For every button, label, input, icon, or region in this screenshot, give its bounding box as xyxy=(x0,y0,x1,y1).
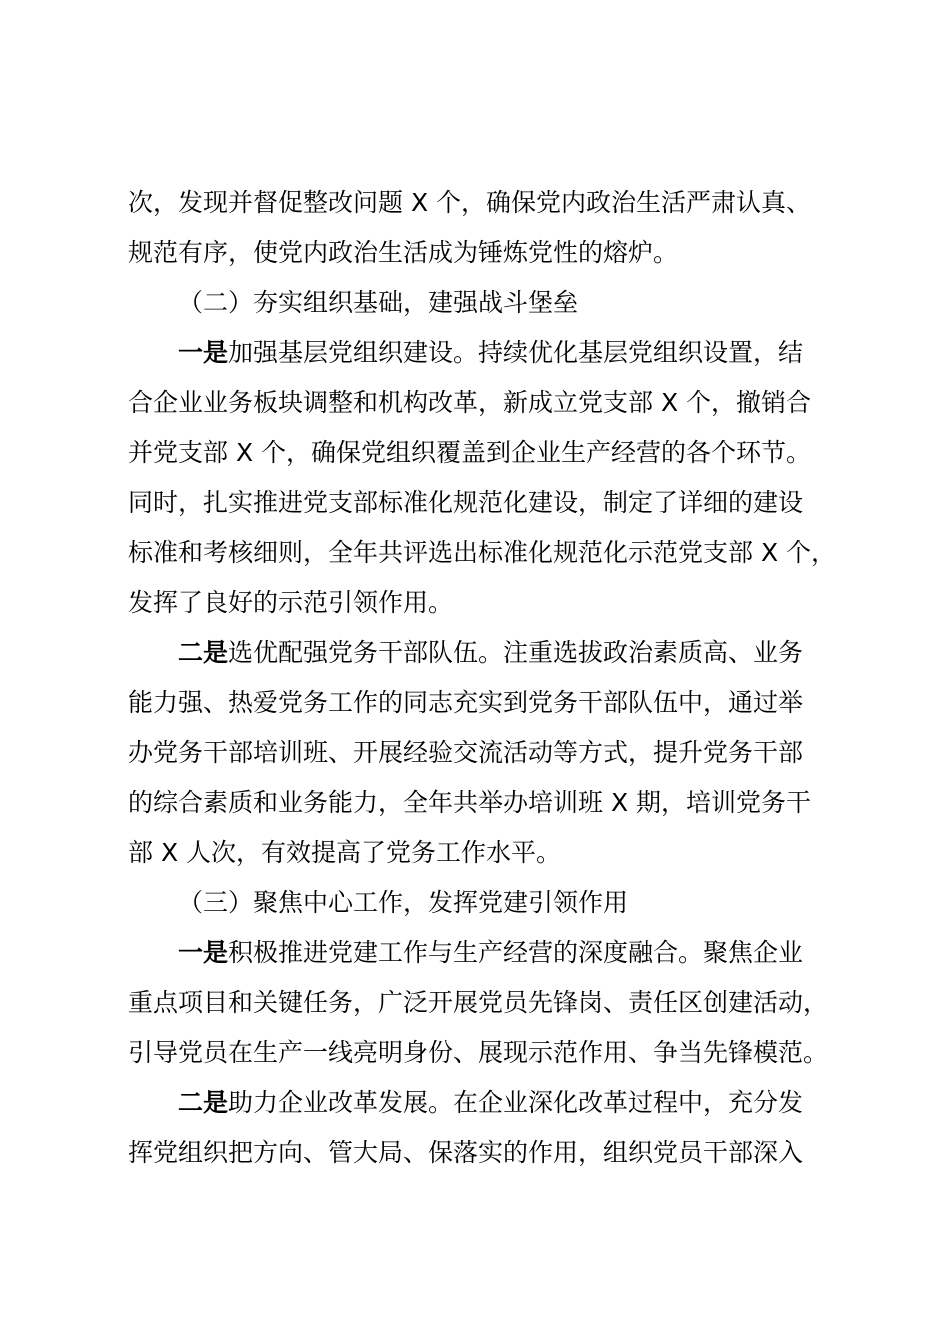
paragraph-line xyxy=(178,933,848,973)
item-lead-1: 一是 xyxy=(178,938,229,967)
section-heading-2: （二）夯实组织基础，建强战斗堡垒 xyxy=(178,288,579,317)
paragraph-line xyxy=(178,1083,848,1123)
paragraph-line: 规范有序，使党内政治生活成为锤炼党性的熔炉。 xyxy=(128,238,679,267)
item-text: 选优配强党务干部队伍。注重选拔政治素质高、业务 xyxy=(228,638,804,667)
paragraph-line: 能力强、热爱党务工作的同志充实到党务干部队伍中，通过举 xyxy=(128,688,804,717)
paragraph-line: 标准和考核细则，全年共评选出标准化规范化示范党支部 X 个， xyxy=(128,538,837,567)
paragraph-line: 重点项目和关键任务，广泛开展党员先锋岗、责任区创建活动， xyxy=(128,988,829,1017)
paragraph-line: 挥党组织把方向、管大局、保落实的作用，组织党员干部深入 xyxy=(128,1138,804,1167)
item-lead-1: 一是 xyxy=(178,338,229,367)
paragraph-line xyxy=(178,333,848,373)
item-lead-2: 二是 xyxy=(178,1088,229,1117)
paragraph-line: 办党务干部培训班、开展经验交流活动等方式，提升党务干部 xyxy=(128,738,804,767)
paragraph-line: 并党支部 X 个，确保党组织覆盖到企业生产经营的各个环节。 xyxy=(128,438,812,467)
section-heading-3: （三）聚焦中心工作，发挥党建引领作用 xyxy=(178,888,629,917)
item-text: 加强基层党组织建设。持续优化基层党组织设置，结 xyxy=(228,338,804,367)
paragraph-line: 发挥了良好的示范引领作用。 xyxy=(128,588,454,617)
paragraph-line: 部 X 人次，有效提高了党务工作水平。 xyxy=(128,838,562,867)
paragraph-line xyxy=(178,633,848,673)
paragraph-line: 次，发现并督促整改问题 X 个，确保党内政治生活严肃认真、 xyxy=(128,188,812,217)
paragraph-line: 合企业业务板块调整和机构改革，新成立党支部 X 个，撤销合 xyxy=(128,388,812,417)
item-lead-2: 二是 xyxy=(178,638,229,667)
item-text: 助力企业改革发展。在企业深化改革过程中，充分发 xyxy=(228,1088,804,1117)
item-text: 积极推进党建工作与生产经营的深度融合。聚焦企业 xyxy=(228,938,804,967)
paragraph-line: 引导党员在生产一线亮明身份、展现示范作用、争当先锋模范。 xyxy=(128,1038,829,1067)
paragraph-line: 同时，扎实推进党支部标准化规范化建设，制定了详细的建设 xyxy=(128,488,804,517)
paragraph-line: 的综合素质和业务能力，全年共举办培训班 X 期，培训党务干 xyxy=(128,788,812,817)
